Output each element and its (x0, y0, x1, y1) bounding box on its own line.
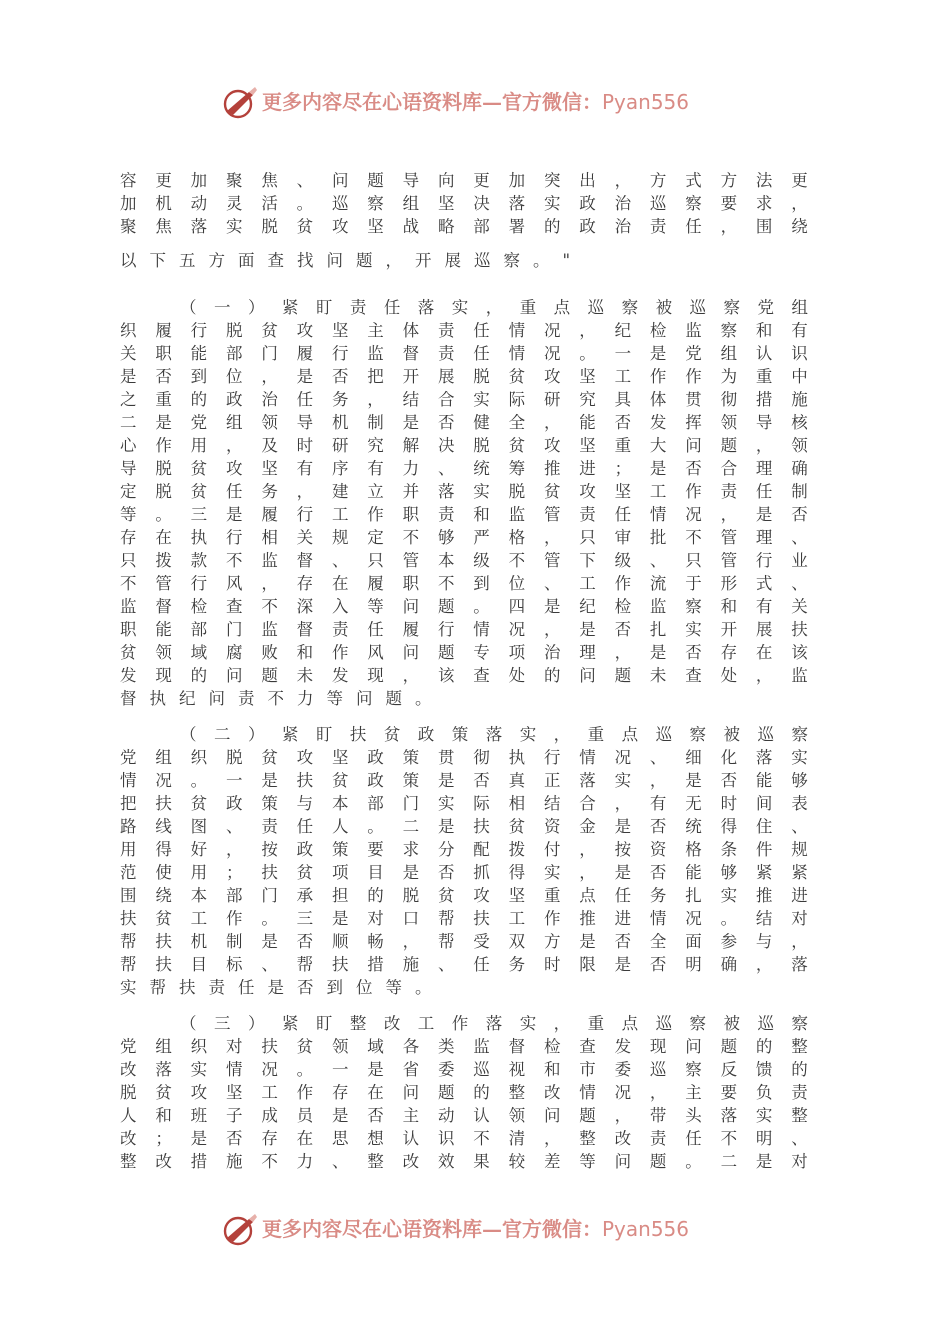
text-line: 以 下 五 方 面 查 找 问 题 ， 开 展 巡 察 。 " (120, 251, 571, 270)
text-line: 路 线 图 、 责 任 人 。 二 是 扶 贫 资 金 是 否 统 得 住 、 (120, 817, 808, 836)
watermark-footer (222, 1212, 722, 1248)
text-line: （ 一 ） 紧 盯 责 任 落 实 ， 重 点 巡 察 被 巡 察 党 组 (180, 298, 808, 317)
text-line: 用 得 好 ， 按 政 策 要 求 分 配 拨 付 ， 按 资 格 条 件 规 (120, 840, 808, 859)
text-line: （ 二 ） 紧 盯 扶 贫 政 策 落 实 ， 重 点 巡 察 被 巡 察 (180, 725, 808, 744)
text-line: 实 帮 扶 责 任 是 否 到 位 等 。 (120, 978, 432, 997)
pen-logo-icon (222, 1212, 258, 1248)
text-line: 情 况 。 一 是 扶 贫 政 策 是 否 真 正 落 实 ， 是 否 能 够 (120, 771, 808, 790)
text-line: 改 ； 是 否 存 在 思 想 认 识 不 清 ， 整 改 责 任 不 明 、 (120, 1129, 808, 1148)
watermark-label: 更多内容尽在心语资料库—官方微信： (262, 90, 602, 114)
watermark-header (222, 85, 722, 121)
text-line: 只 拨 款 不 监 督 、 只 管 本 级 不 管 下 级 、 只 管 行 业 (120, 551, 808, 570)
text-line: 整 改 措 施 不 力 、 整 改 效 果 较 差 等 问 题 。 二 是 对 (120, 1152, 808, 1171)
text-line: 脱 贫 攻 坚 工 作 存 在 问 题 的 整 改 情 况 ， 主 要 负 责 (120, 1083, 808, 1102)
text-line: 发 现 的 问 题 未 发 现 ， 该 查 处 的 问 题 未 查 处 ， 监 (120, 666, 808, 685)
text-line: 贫 领 域 腐 败 和 作 风 问 题 专 项 治 理 ， 是 否 存 在 该 (120, 643, 808, 662)
pen-logo-icon (222, 85, 258, 121)
text-line: 党 组 织 脱 贫 攻 坚 政 策 贯 彻 执 行 情 况 、 细 化 落 实 (120, 748, 808, 767)
text-line: 扶 贫 工 作 。 三 是 对 口 帮 扶 工 作 推 进 情 况 。 结 对 (120, 909, 808, 928)
text-line: 心 作 用 ， 及 时 研 究 解 决 脱 贫 攻 坚 重 大 问 题 ， 领 (120, 436, 808, 455)
text-line: 改 落 实 情 况 。 一 是 省 委 巡 视 和 市 委 巡 察 反 馈 的 (120, 1060, 808, 1079)
text-line: （ 三 ） 紧 盯 整 改 工 作 落 实 ， 重 点 巡 察 被 巡 察 (180, 1014, 808, 1033)
text-line: 加 机 动 灵 活 。 巡 察 组 坚 决 落 实 政 治 巡 察 要 求 ， (120, 194, 808, 213)
text-line: 导 脱 贫 攻 坚 有 序 有 力 、 统 筹 推 进 ； 是 否 合 理 确 (120, 459, 808, 478)
text-line: 聚 焦 落 实 脱 贫 攻 坚 战 略 部 署 的 政 治 责 任 ， 围 绕 (120, 217, 808, 236)
text-line: 关 职 能 部 门 履 行 监 督 责 任 情 况 。 一 是 党 组 认 识 (120, 344, 808, 363)
text-line: 定 脱 贫 任 务 ， 建 立 并 落 实 脱 贫 攻 坚 工 作 责 任 制 (120, 482, 808, 501)
text-line: 帮 扶 机 制 是 否 顺 畅 ， 帮 受 双 方 是 否 全 面 参 与 ， (120, 932, 808, 951)
watermark-text (262, 1216, 689, 1242)
watermark-text (262, 89, 689, 115)
text-line: 督 执 纪 问 责 不 力 等 问 题 。 (120, 689, 432, 708)
text-line: 范 使 用 ； 扶 贫 项 目 是 否 抓 得 实 ， 是 否 能 够 紧 紧 (120, 863, 808, 882)
text-line: 围 绕 本 部 门 承 担 的 脱 贫 攻 坚 重 点 任 务 扎 实 推 进 (120, 886, 808, 905)
text-line: 二 是 党 组 领 导 机 制 是 否 健 全 ， 能 否 发 挥 领 导 核 (120, 413, 808, 432)
text-line: 不 管 行 风 ， 存 在 履 职 不 到 位 、 工 作 流 于 形 式 、 (120, 574, 808, 593)
text-line: 存 在 执 行 相 关 规 定 不 够 严 格 ， 只 审 批 不 管 理 、 (120, 528, 808, 547)
text-line: 帮 扶 目 标 、 帮 扶 措 施 、 任 务 时 限 是 否 明 确 ， 落 (120, 955, 808, 974)
text-line: 织 履 行 脱 贫 攻 坚 主 体 责 任 情 况 ， 纪 检 监 察 和 有 (120, 321, 808, 340)
text-line: 监 督 检 查 不 深 入 等 问 题 。 四 是 纪 检 监 察 和 有 关 (120, 597, 808, 616)
text-line: 是 否 到 位 ， 是 否 把 开 展 脱 贫 攻 坚 工 作 作 为 重 中 (120, 367, 808, 386)
watermark-wechat-id: Pyan556 (602, 90, 690, 114)
text-line: 把 扶 贫 政 策 与 本 部 门 实 际 相 结 合 ， 有 无 时 间 表 (120, 794, 808, 813)
watermark-wechat-id: Pyan556 (602, 1217, 690, 1241)
text-line: 等 。 三 是 履 行 工 作 职 责 和 监 管 责 任 情 况 ， 是 否 (120, 505, 808, 524)
text-line: 党 组 织 对 扶 贫 领 域 各 类 监 督 检 查 发 现 问 题 的 整 (120, 1037, 808, 1056)
text-line: 人 和 班 子 成 员 是 否 主 动 认 领 问 题 ， 带 头 落 实 整 (120, 1106, 808, 1125)
watermark-label: 更多内容尽在心语资料库—官方微信： (262, 1217, 602, 1241)
text-line: 职 能 部 门 监 督 责 任 履 行 情 况 ， 是 否 扎 实 开 展 扶 (120, 620, 808, 639)
text-line: 之 重 的 政 治 任 务 ， 结 合 实 际 研 究 具 体 贯 彻 措 施 (120, 390, 808, 409)
text-line: 容 更 加 聚 焦 、 问 题 导 向 更 加 突 出 ， 方 式 方 法 更 (120, 171, 808, 190)
